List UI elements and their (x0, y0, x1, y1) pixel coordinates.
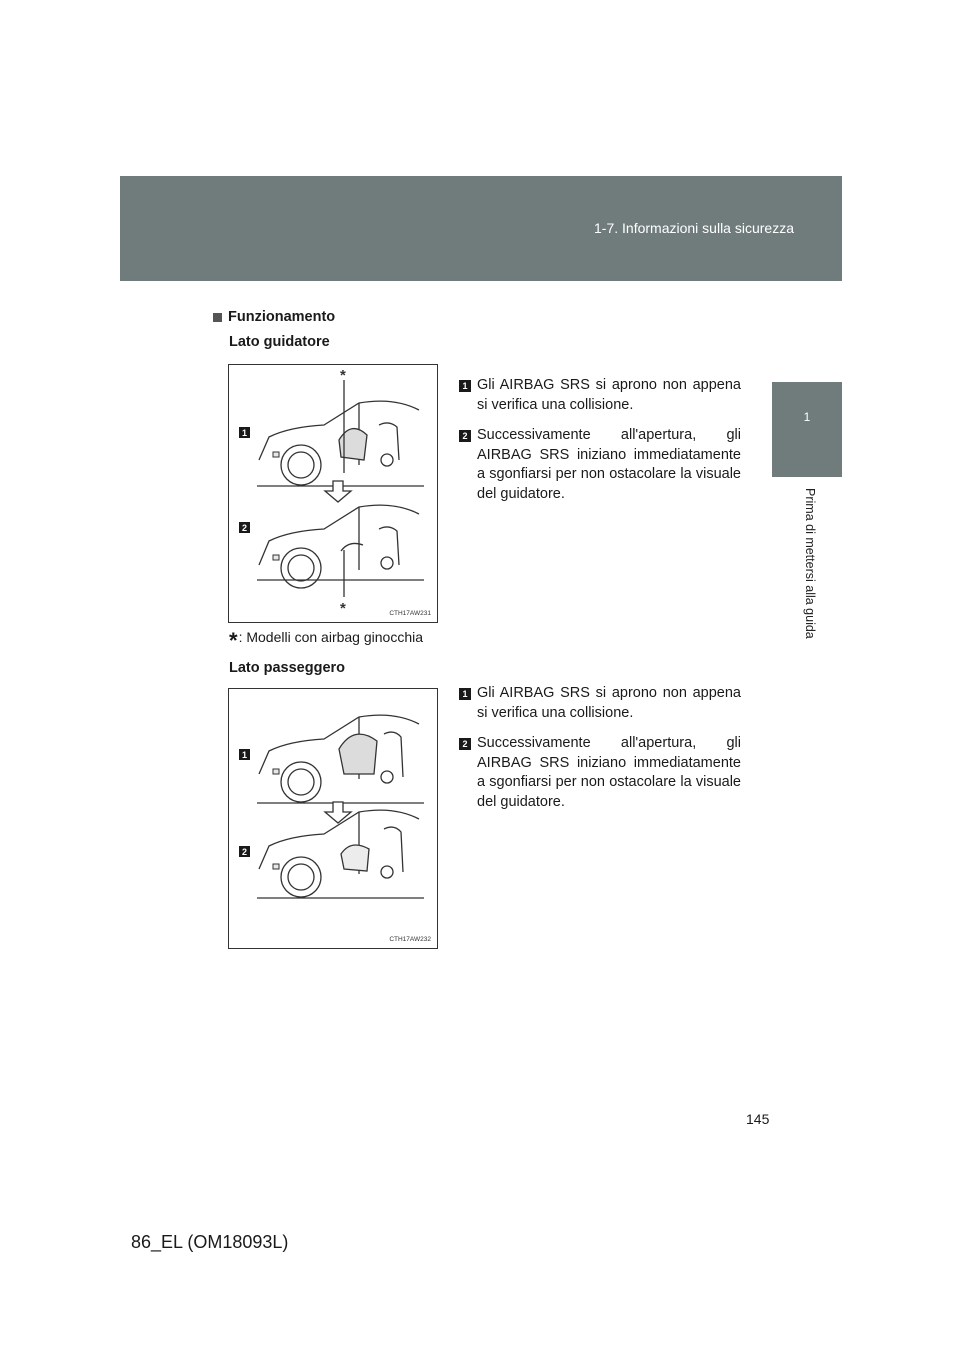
step-number-badge: 2 (459, 738, 471, 750)
figure-code: CTH17AW232 (389, 936, 431, 943)
driver-side-heading: Lato guidatore (229, 334, 330, 350)
passenger-steps-list (459, 684, 741, 823)
figure-label-1: 1 (241, 750, 248, 760)
chapter-number: 1 (803, 410, 811, 424)
step-text: Successivamente all'apertura, gli AIRBAG SRS iniziano immediatamente a sgonfiarsi per non ostacolare la visuale del guidatore. (477, 427, 741, 502)
step-text: Gli AIRBAG SRS si aprono non appena si verifica una collisione. (477, 377, 741, 413)
passenger-airbag-figure (228, 688, 438, 949)
chapter-side-label: Prima di mettersi alla guida (803, 488, 817, 639)
list-item (459, 426, 741, 504)
driver-airbag-figure (228, 364, 438, 623)
figure-label-2: 2 (241, 847, 248, 857)
list-item (459, 684, 741, 723)
section-title: Funzionamento (228, 309, 336, 325)
page-number: 145 (746, 1111, 770, 1127)
step-text: Successivamente all'apertura, gli AIRBAG SRS iniziano immediatamente a sgonfiarsi per non ostacolare la visuale del guidatore. (477, 735, 741, 810)
driver-airbag-illustration (229, 365, 437, 622)
section-heading (213, 309, 335, 325)
driver-steps-list (459, 376, 741, 515)
chapter-title: 1-7. Informazioni sulla sicurezza (594, 220, 794, 236)
document-code: 86_EL (OM18093L) (131, 1232, 289, 1252)
list-item (459, 376, 741, 415)
footnote-text: : Modelli con airbag ginocchia (238, 629, 424, 645)
list-item (459, 734, 741, 812)
step-number-badge: 1 (459, 688, 471, 700)
step-number-badge: 1 (459, 380, 471, 392)
passenger-side-heading: Lato passeggero (229, 660, 346, 676)
figure-label-1: 1 (241, 428, 248, 438)
footnote (229, 628, 423, 654)
passenger-airbag-illustration (229, 689, 437, 948)
header-band (120, 176, 842, 281)
footnote-star: * (229, 628, 238, 653)
knee-airbag-marker-top: * (340, 367, 346, 384)
knee-airbag-marker-bottom: * (340, 600, 346, 617)
square-bullet-icon (213, 313, 222, 322)
step-number-badge: 2 (459, 430, 471, 442)
step-text: Gli AIRBAG SRS si aprono non appena si verifica una collisione. (477, 685, 741, 721)
figure-code: CTH17AW231 (389, 610, 431, 617)
chapter-tab (772, 382, 842, 477)
figure-label-2: 2 (241, 523, 248, 533)
